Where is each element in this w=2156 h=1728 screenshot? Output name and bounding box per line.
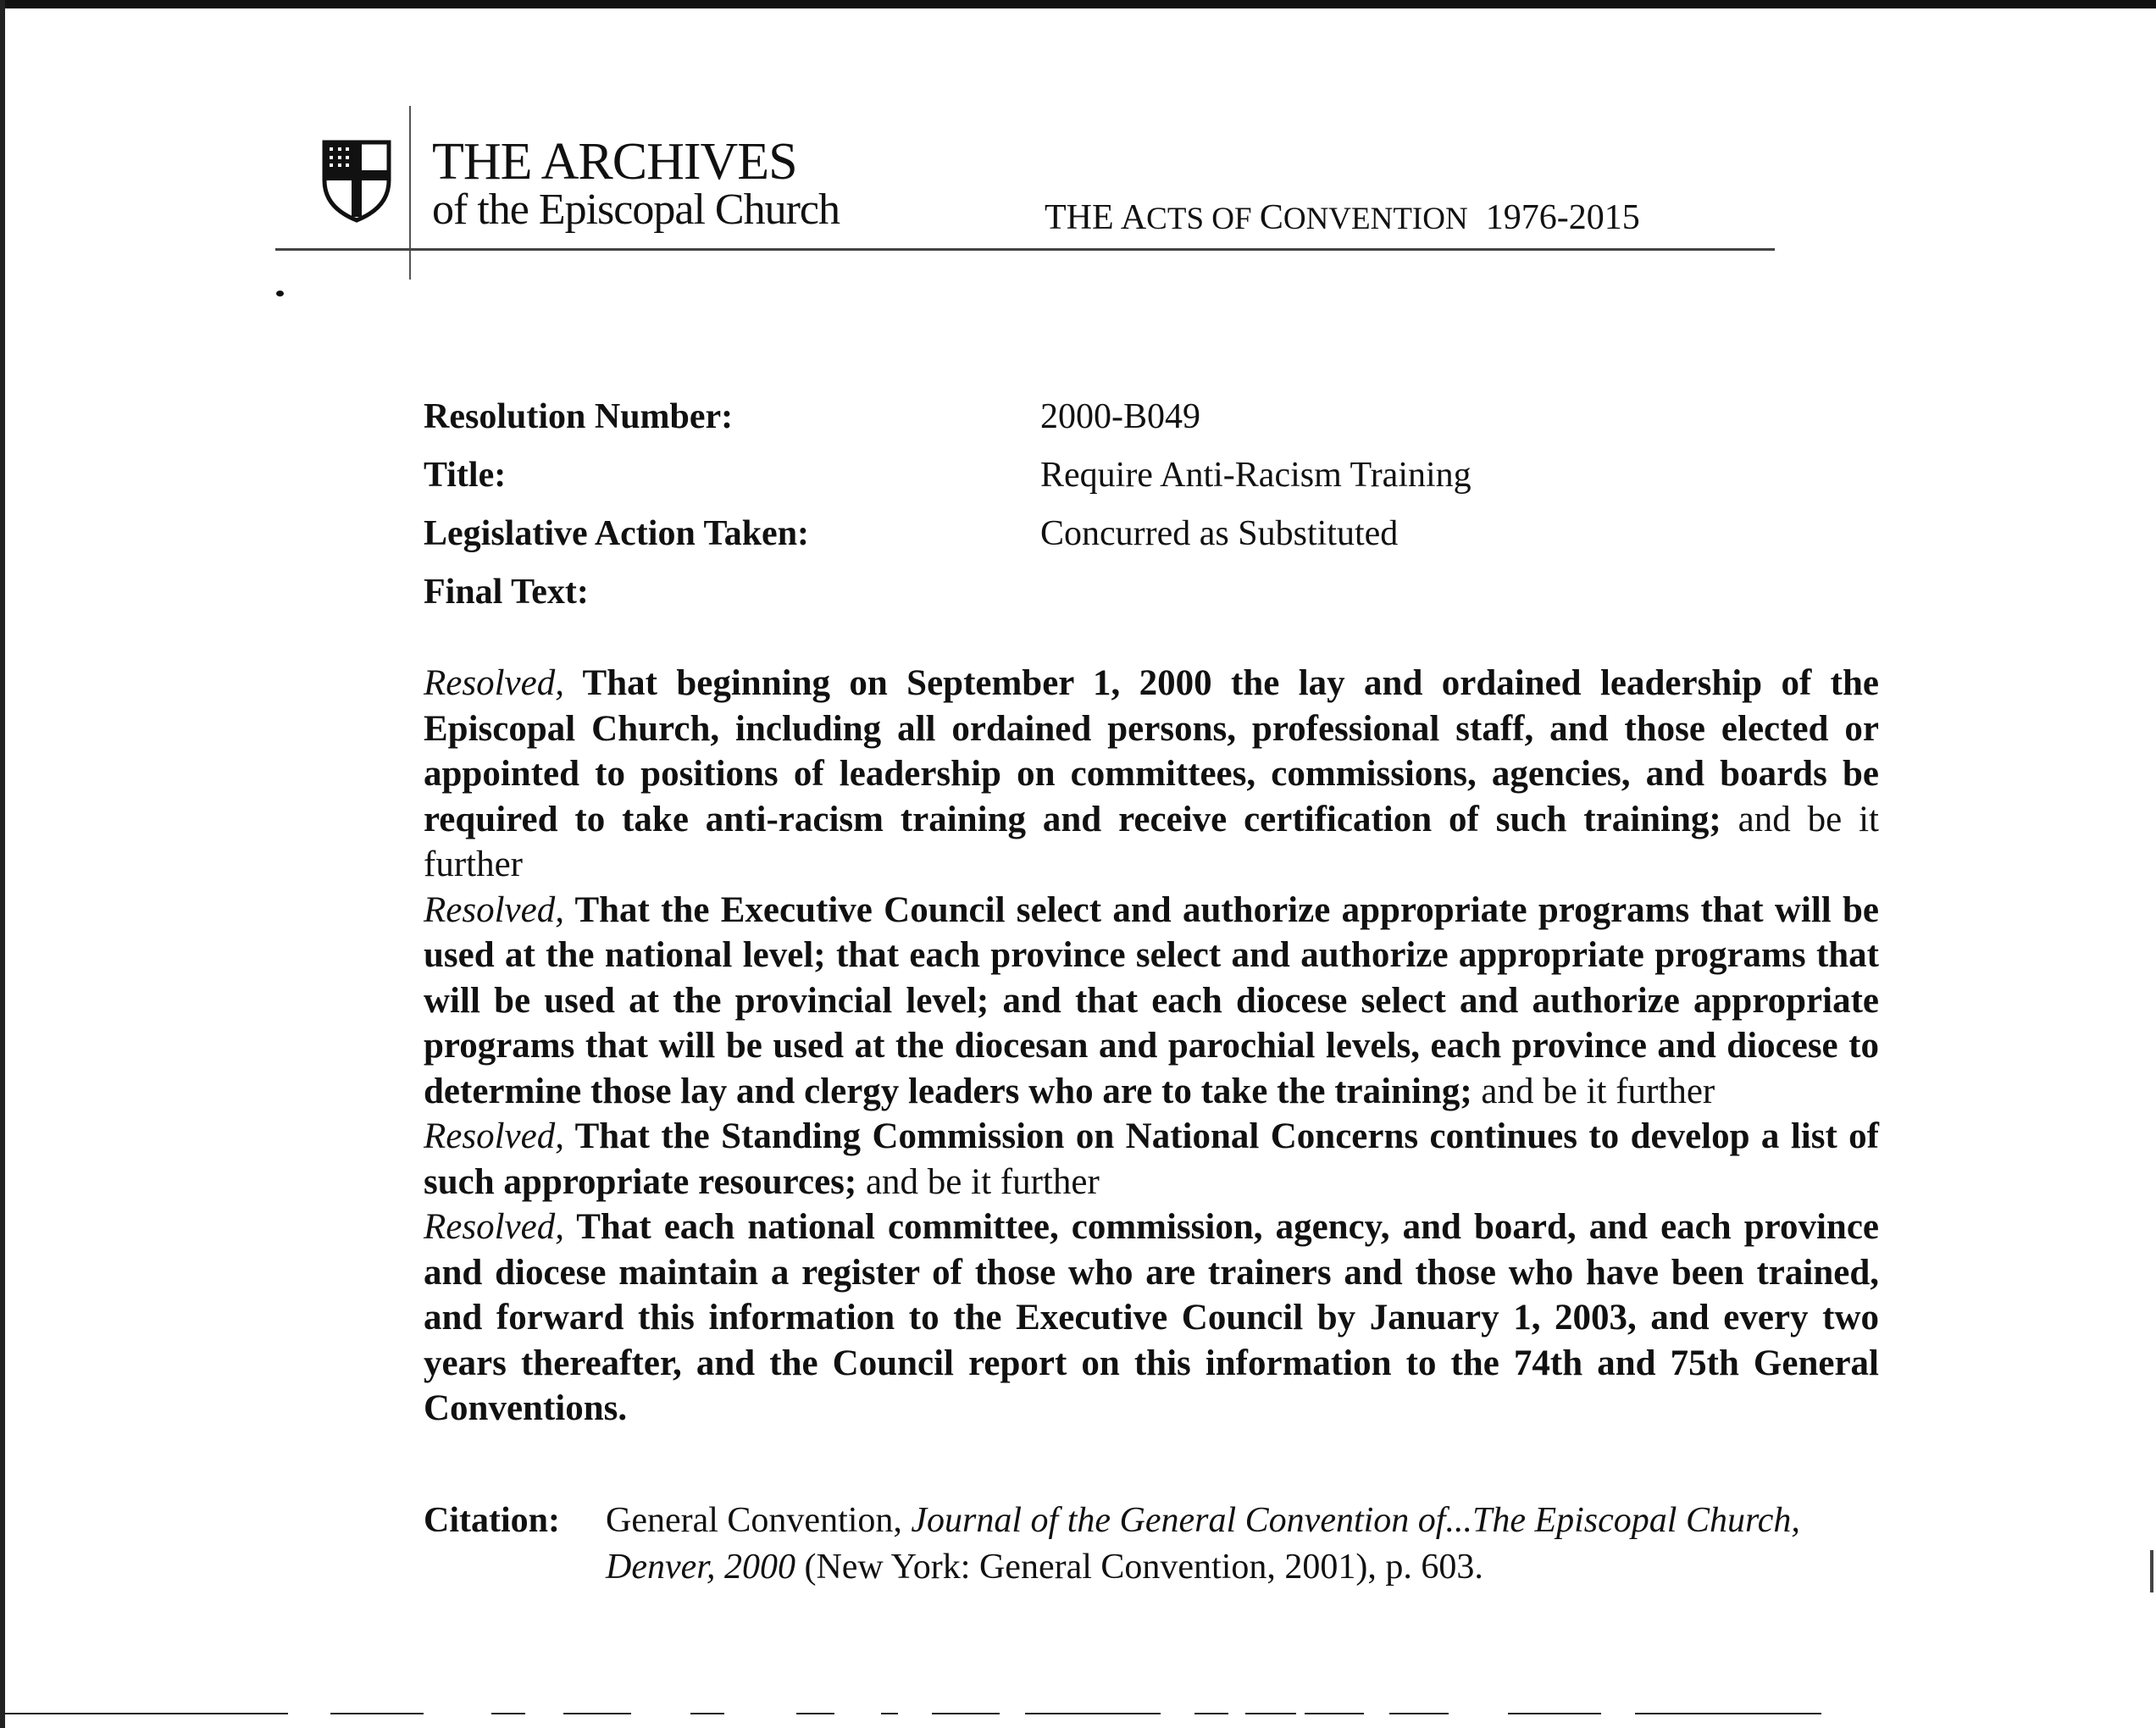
scan-artifact-line bbox=[690, 1713, 724, 1714]
acts-c: C bbox=[1259, 198, 1283, 237]
resolved-tail: and be it further bbox=[856, 1161, 1100, 1202]
resolved-paragraph bbox=[424, 1205, 1879, 1432]
scan-left-border bbox=[0, 0, 5, 1728]
resolution-number-value: 2000-B049 bbox=[1040, 397, 1200, 436]
final-text-label: Final Text: bbox=[424, 573, 589, 612]
scan-artifact-line bbox=[1025, 1713, 1161, 1714]
scan-edge-mark bbox=[2150, 1550, 2153, 1592]
resolved-body: That each national committee, commission, agency, and board, and each province and diocese maintain a register of those who are trainers and those who have been trained, and forward this information to the Executive Council by January 1, 2003, and every two years thereafter, and the Council report on this information to the 74th and 75th General Conventions. bbox=[424, 1207, 1879, 1428]
resolved-body: That the Executive Council select and authorize appropriate programs that will be used at the national level; that each province select and authorize appropriate programs that will be used at the provincial level; and that each diocese select and authorize appropriate programs that will be used at the diocesan and parochial levels, each province and diocese to determine those lay and clergy leaders who are to take the training; bbox=[424, 889, 1879, 1111]
acts-years: 1976-2015 bbox=[1485, 198, 1640, 237]
archives-subtitle: of the Episcopal Church bbox=[432, 186, 840, 234]
resolved-paragraph bbox=[424, 661, 1879, 888]
legislative-action-label: Legislative Action Taken: bbox=[424, 514, 810, 553]
header-vertical-rule bbox=[409, 106, 411, 280]
scan-artifact-line bbox=[491, 1713, 525, 1714]
scan-artifact-line bbox=[1508, 1713, 1601, 1714]
citation-journal-title: Journal of the General Convention of...The Episcopal Church, Denver, 2000 bbox=[606, 1501, 1800, 1587]
scan-artifact-line bbox=[1194, 1713, 1228, 1714]
scan-artifact-line bbox=[1245, 1713, 1296, 1714]
resolution-number-label: Resolution Number: bbox=[424, 397, 734, 436]
citation-prefix: General Convention, bbox=[606, 1501, 912, 1540]
final-text-body bbox=[424, 661, 1879, 1432]
legislative-action-value: Concurred as Substituted bbox=[1040, 514, 1399, 553]
citation-suffix: (New York: General Convention, 2001), p. 603. bbox=[795, 1548, 1483, 1587]
resolved-lead: Resolved, bbox=[424, 1116, 564, 1156]
resolved-lead: Resolved, bbox=[424, 1207, 564, 1247]
title-label: Title: bbox=[424, 456, 507, 495]
title-value: Require Anti-Racism Training bbox=[1040, 456, 1472, 495]
acts-of-convention-title bbox=[1045, 200, 1640, 235]
resolved-tail: and be it further bbox=[424, 799, 1879, 884]
scan-artifact-line bbox=[1635, 1713, 1821, 1714]
scan-top-border bbox=[0, 0, 2156, 8]
scan-artifact-line bbox=[0, 1713, 288, 1714]
acts-onvention: ONVENTION bbox=[1283, 202, 1468, 236]
scan-artifact-line bbox=[932, 1713, 1000, 1714]
resolved-tail: and be it further bbox=[1472, 1071, 1715, 1111]
header-rule bbox=[275, 248, 1775, 251]
archives-title: THE ARCHIVES bbox=[432, 133, 797, 191]
acts-prefix: THE bbox=[1045, 198, 1121, 237]
scan-artifact-line bbox=[881, 1713, 898, 1714]
resolved-body: That beginning on September 1, 2000 the lay and ordained leadership of the Episcopal Church, including all ordained persons, professional staff, and those elected or appointed to positions of leadership on committees, commissions, agencies, and boards be required to take anti-racism training and receive certification of such training; bbox=[424, 663, 1879, 839]
resolved-paragraph bbox=[424, 888, 1879, 1115]
resolved-body: That the Standing Commission on National Concerns continues to develop a list of such appropriate resources; bbox=[424, 1116, 1879, 1202]
citation-text bbox=[606, 1498, 1881, 1591]
resolved-lead: Resolved, bbox=[424, 663, 564, 703]
episcopal-shield-icon bbox=[322, 140, 391, 223]
acts-a: A bbox=[1120, 198, 1147, 237]
resolved-paragraph bbox=[424, 1114, 1879, 1205]
scan-speck bbox=[276, 291, 284, 296]
scan-artifact-line bbox=[330, 1713, 424, 1714]
acts-cts: CTS OF bbox=[1146, 202, 1260, 236]
scan-artifact-line bbox=[563, 1713, 631, 1714]
scan-artifact-line bbox=[1305, 1713, 1364, 1714]
citation-label: Citation: bbox=[424, 1501, 560, 1540]
resolved-lead: Resolved, bbox=[424, 889, 564, 930]
scan-artifact-line bbox=[796, 1713, 834, 1714]
scan-artifact-line bbox=[1389, 1713, 1449, 1714]
